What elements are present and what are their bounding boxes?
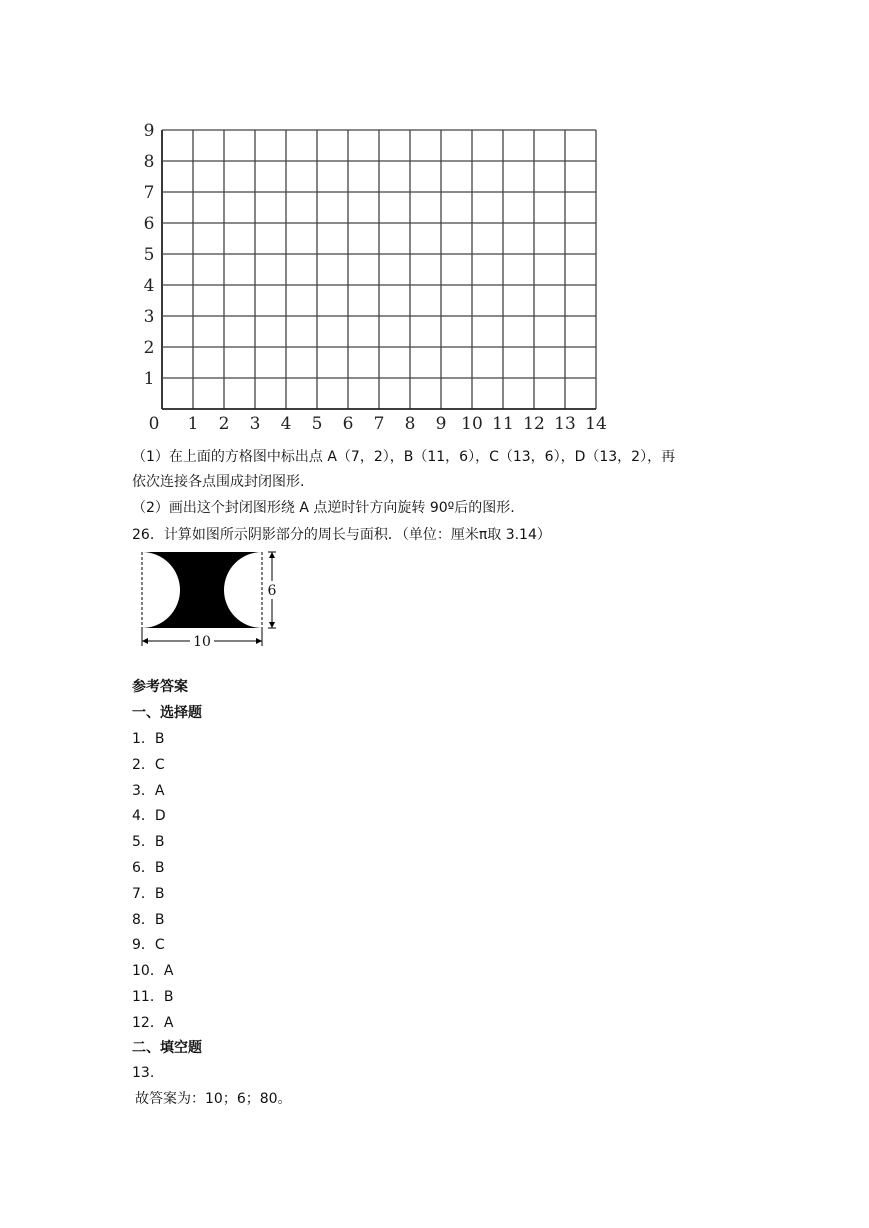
q25-part1-line1: （1）在上面的方格图中标出点 A（7，2），B（11，6），C（13，6），D（13，2），再 [132,449,676,465]
answer-item: 7．B [132,885,165,902]
answer-item: 10．A [132,963,174,980]
x-tick-label: 0 [148,414,160,434]
y-tick-label: 1 [143,369,155,389]
y-tick-label: 7 [143,183,155,203]
answer-item: 12．A [132,1014,174,1031]
x-tick-label: 5 [311,414,323,434]
x-tick-label: 4 [280,414,292,434]
x-tick-label: 3 [249,414,261,434]
answer-item: 1．B [132,731,165,747]
answer-item: 5．B [132,834,165,851]
y-tick-label: 2 [143,338,155,358]
y-tick-label: 8 [143,152,155,172]
answer-item: 2．C [132,756,165,773]
answer-item: 3．A [132,782,165,799]
height-label: 6 [267,583,277,599]
x-tick-label: 12 [523,414,545,434]
answer-item: 6．B [132,860,165,876]
x-tick-label: 14 [585,414,607,434]
q25-part2: （2）画出这个封闭图形绕 A 点逆时针方向旋转 90º后的图形. [132,500,515,516]
x-tick-label: 9 [435,414,447,434]
x-tick-label: 2 [218,414,230,434]
y-tick-label: 5 [143,245,155,265]
x-tick-label: 8 [404,414,416,434]
coordinate-grid [130,112,620,442]
answer-item: 8．B [132,911,165,928]
x-tick-label: 6 [342,414,354,434]
answer-item: 11．B [132,989,174,1005]
x-tick-label: 10 [461,414,483,434]
section-choice-heading: 一、选择题 [132,705,202,721]
answer-item: 9．C [132,937,165,954]
q13-label: 13. [132,1065,155,1081]
q26-text: 26．计算如图所示阴影部分的周长与面积．（单位：厘米π取 3.14） [132,527,551,543]
shaded-region [142,552,262,628]
x-tick-label: 7 [373,414,385,434]
q25-part1-line2: 依次连接各点围成封闭图形. [132,474,305,490]
width-label: 10 [193,634,211,650]
y-tick-label: 6 [143,214,155,234]
x-tick-label: 13 [554,414,576,434]
answer-item: 4．D [132,808,166,825]
y-tick-label: 9 [143,121,155,141]
q13-answer: 故答案为：10；6；80。 [135,1091,292,1107]
y-tick-label: 3 [143,307,155,327]
section-fill-heading: 二、填空题 [132,1040,202,1056]
x-tick-label: 11 [492,414,514,434]
answers-heading: 参考答案 [132,679,188,695]
y-tick-label: 4 [143,276,155,296]
x-tick-label: 1 [187,414,199,434]
shaded-figure [134,548,284,652]
